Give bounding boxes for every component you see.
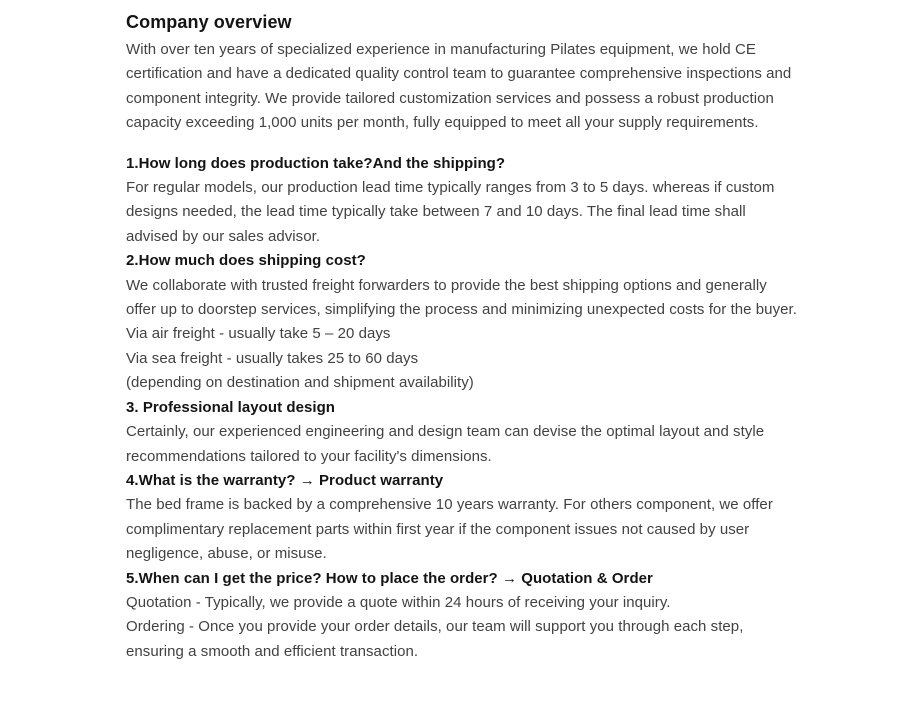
faq-item-shipping-cost (126, 249, 798, 395)
faq-answer-5-quotation: Quotation - Typically, we provide a quote within 24 hours of receiving your inquiry. (126, 593, 671, 611)
company-overview-section (126, 0, 798, 664)
faq-list (126, 152, 798, 665)
faq-answer-4: The bed frame is backed by a comprehensive 10 years warranty. For others component, we offer complimentary replacement parts within first year if the component issues not caused by user negligence, abuse, or misuse. (126, 496, 773, 563)
faq-item-warranty (126, 469, 798, 567)
faq-answer-2-air-freight: Via air freight - usually take 5 – 20 days (126, 325, 391, 343)
faq-answer-2-sea-freight: Via sea freight - usually takes 25 to 60 days (126, 349, 419, 367)
faq-item-layout-design (126, 396, 798, 469)
faq-question-3: 3. Professional layout design (126, 398, 336, 416)
faq-answer-2-note: (depending on destination and shipment availability) (126, 374, 474, 392)
faq-answer-3: Certainly, our experienced engineering and design team can devise the optimal layout and style recommendations tailored to your facility's dimensions. (126, 423, 765, 465)
intro-paragraph: With over ten years of specialized experience in manufacturing Pilates equipment, we hold CE certification and have a dedicated quality control team to guarantee comprehensive inspections and component integrity. We provide tailored customization services and possess a robust production capacity exceeding 1,000 units per month, fully equipped to meet all your supply requirements. (126, 41, 792, 132)
faq-answer-2-main: We collaborate with trusted freight forwarders to provide the best shipping options and generally offer up to doorstep services, simplifying the process and minimizing unexpected costs for the buyer. (126, 276, 797, 319)
faq-item-production-time (126, 152, 798, 250)
faq-question-1: 1.How long does production take?And the shipping? (126, 154, 506, 172)
faq-question-2: 2.How much does shipping cost? (126, 252, 366, 270)
page-title: Company overview (126, 12, 292, 32)
faq-question-4: 4.What is the warranty? → Product warranty (126, 471, 444, 489)
faq-question-5: 5.When can I get the price? How to place the order? → Quotation & Order (126, 569, 653, 587)
faq-item-quotation-order (126, 567, 798, 665)
faq-answer-5-ordering: Ordering - Once you provide your order details, our team will support you through each step, ensuring a smooth and efficient transaction. (126, 618, 744, 660)
faq-answer-1: For regular models, our production lead time typically ranges from 3 to 5 days. whereas if custom designs needed, the lead time typically take between 7 and 10 days. The final lead time shall advised by our sales advisor. (126, 179, 775, 245)
